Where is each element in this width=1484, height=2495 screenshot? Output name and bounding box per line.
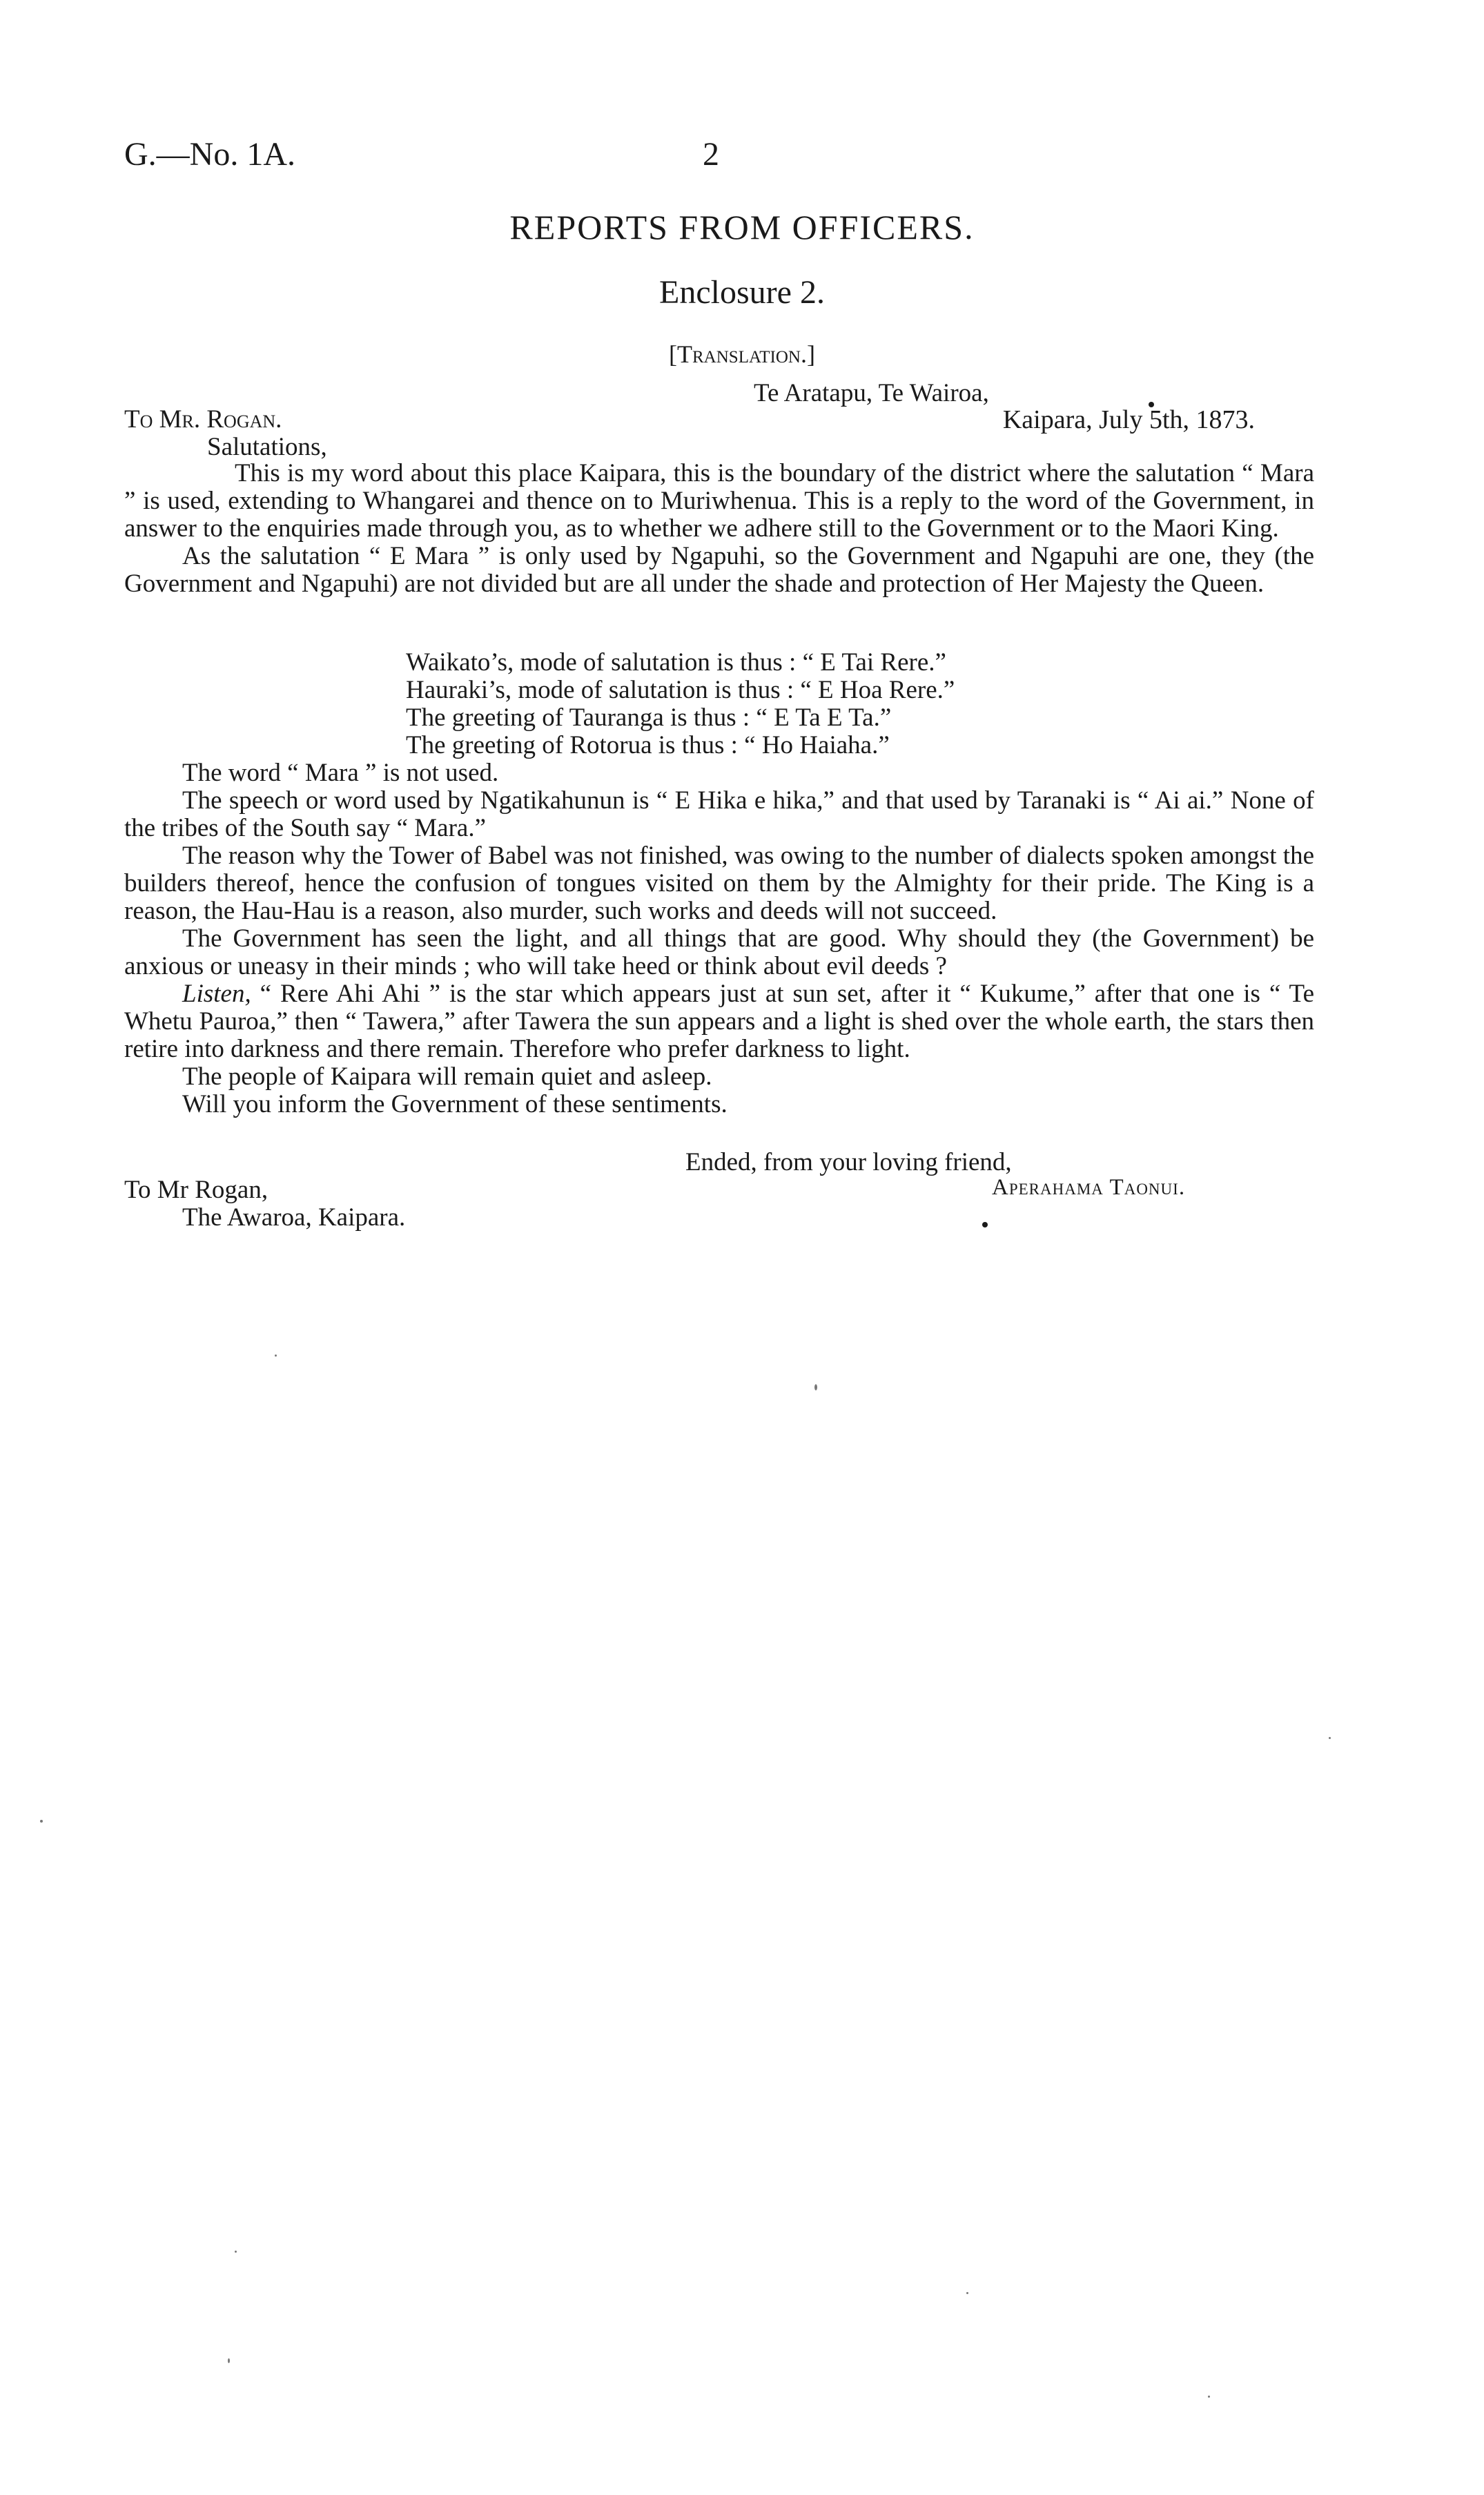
report-title: REPORTS FROM OFFICERS. — [509, 208, 975, 246]
greeting-line: Hauraki’s, mode of salutation is thus : “ E Hoa Rere.” — [406, 676, 955, 704]
print-dot — [982, 1222, 988, 1227]
letter-recipient: To Mr. Rogan. — [124, 405, 282, 434]
paragraph-listen: Listen, “ Rere Ahi Ahi ” is the star which appears just at sun set, after it “ Kukume,” after that one is “ Te Whetu Pauroa,” then “ Tawera,” after Tawera the sun appears and a light is shed over the whole earth, the stars then retire into darkness and there remain. Therefore who prefer darkness to light. — [124, 980, 1314, 1063]
scan-speck — [1329, 1737, 1331, 1739]
scan-speck — [275, 1355, 277, 1357]
paragraph: The word “ Mara ” is not used. — [182, 759, 499, 787]
greeting-line: The greeting of Rotorua is thus : “ Ho Haiaha.” — [406, 731, 890, 759]
scan-speck — [228, 2358, 230, 2363]
document-id: G.—No. 1A. — [124, 136, 295, 173]
page-number: 2 — [703, 136, 719, 173]
greetings-list — [406, 649, 955, 759]
letter-place: Te Aratapu, Te Wairoa, — [754, 379, 989, 407]
scan-speck — [1208, 2396, 1210, 2398]
letter-body-part-2 — [124, 759, 1314, 1118]
translation-label: [Translation.] — [669, 340, 815, 368]
scan-speck — [235, 2251, 237, 2253]
signature: Aperahama Taonui. — [992, 1175, 1186, 1200]
letter-closing: Ended, from your loving friend, — [685, 1148, 1012, 1176]
letter-salutation: Salutations, — [207, 433, 327, 461]
paragraph: As the salutation “ E Mara ” is only used by Ngapuhi, so the Government and Ngapuhi are one, they (the Government and Ngapuhi) are not divided but are all under the shade and protection of Her Majesty the Queen. — [124, 542, 1314, 598]
paragraph: The people of Kaipara will remain quiet and asleep. — [182, 1062, 712, 1091]
paragraph: Will you inform the Government of these sentiments. — [182, 1090, 728, 1118]
scan-speck — [966, 2292, 968, 2294]
enclosure-heading: Enclosure 2. — [659, 274, 825, 311]
letter-date: Kaipara, July 5th, 1873. — [1002, 405, 1255, 434]
paragraph: This is my word about this place Kaipara, this is the boundary of the district where the salutation “ Mara ” is used, extending to Whangarei and thence on to Muriwhenua. This is a reply to the word of the Government, in answer to the enquiries made through you, as to whether we adhere still to the Government or to the Maori King. — [124, 459, 1314, 543]
greeting-line: Waikato’s, mode of salutation is thus : “ E Tai Rere.” — [406, 648, 946, 677]
paragraph: The reason why the Tower of Babel was not finished, was owing to the number of dialects spoken amongst the builders thereof, hence the confusion of tongues visited on them by the Almighty for their pride. The King is a reason, the Hau-Hau is a reason, also murder, such works and deeds will not succeed. — [124, 842, 1314, 925]
paragraph: The Government has seen the light, and all things that are good. Why should they (the Government) be anxious or uneasy in their minds ; who will take heed or think about evil deeds ? — [124, 924, 1314, 980]
address-line-2: The Awaroa, Kaipara. — [182, 1203, 406, 1232]
paragraph: The speech or word used by Ngatikahunun is “ E Hika e hika,” and that used by Taranaki is “ Ai ai.” None of the tribes of the South say “ Mara.” — [124, 786, 1314, 842]
greeting-line: The greeting of Tauranga is thus : “ E Ta E Ta.” — [406, 703, 892, 732]
scan-speck — [40, 1820, 43, 1823]
letter-body-part-1 — [124, 460, 1314, 598]
scan-speck — [814, 1384, 817, 1390]
address-line-1: To Mr Rogan, — [124, 1176, 269, 1204]
